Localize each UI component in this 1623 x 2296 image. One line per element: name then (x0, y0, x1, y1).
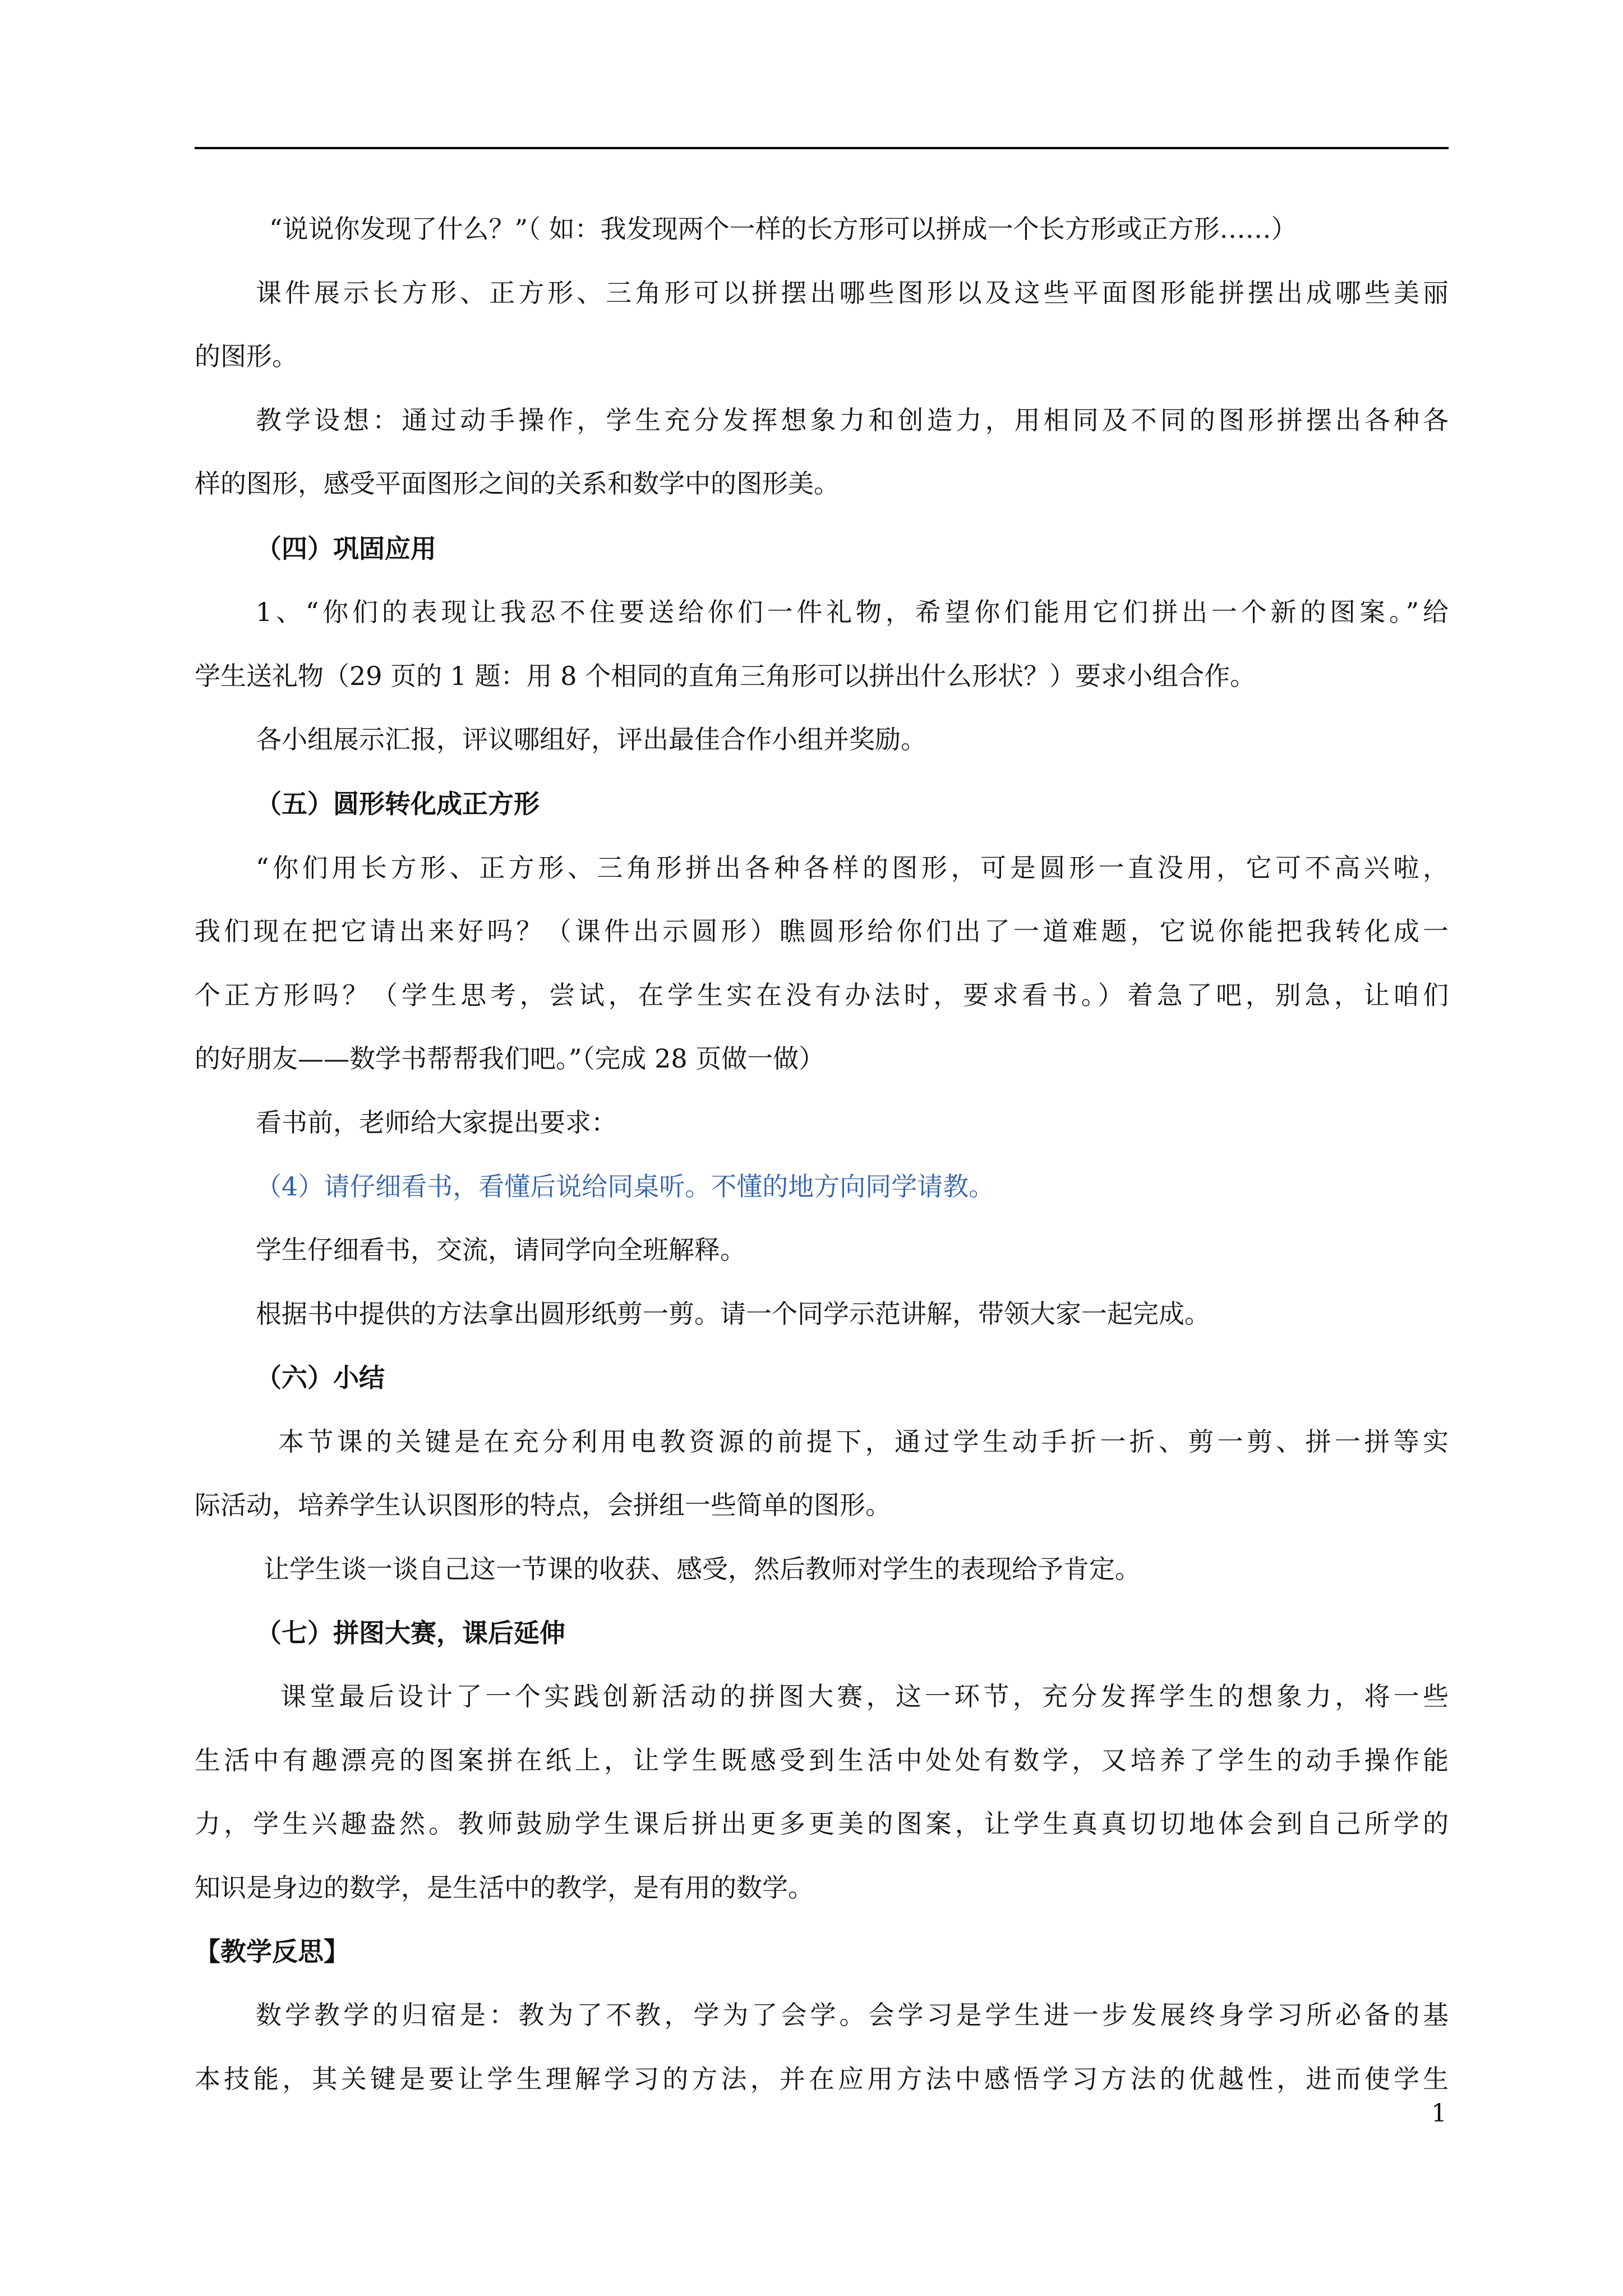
paragraph-line: 个正方形吗？（学生思考，尝试，在学生实在没有办法时，要求看书。）着急了吧，别急，让咱们 (195, 980, 1449, 1010)
paragraph-line: “说说你发现了什么？”（ 如：我发现两个一样的长方形可以拼成一个长方形或正方形……） (269, 214, 1297, 244)
page-number: 1 (1431, 2099, 1447, 2128)
paragraph-line: 学生送礼物（29 页的 1 题：用 8 个相同的直角三角形可以拼出什么形状？）要求小组合作。 (195, 661, 1256, 691)
section-heading: （五）圆形转化成正方形 (256, 789, 540, 819)
paragraph-line: 数学教学的归宿是：教为了不教，学为了会学。会学习是学生进一步发展终身学习所必备的基 (256, 2000, 1449, 2030)
paragraph-line: “你们用长方形、正方形、三角形拼出各种各样的图形，可是圆形一直没用，它可不高兴啦， (256, 853, 1449, 883)
section-heading: 【教学反思】 (195, 1936, 349, 1967)
paragraph-line: 看书前，老师给大家提出要求： (256, 1107, 617, 1138)
paragraph-line: 学生仔细看书，交流，请同学向全班解释。 (256, 1235, 746, 1265)
paragraph-line: 我们现在把它请出来好吗？（课件出示圆形）瞧圆形给你们出了一道难题，它说你能把我转化成一 (195, 916, 1449, 946)
paragraph-line: 际活动，培养学生认识图形的特点，会拼组一些简单的图形。 (195, 1490, 891, 1520)
paragraph-line: 的图形。 (195, 341, 298, 371)
paragraph-line: 生活中有趣漂亮的图案拼在纸上，让学生既感受到生活中处处有数学，又培养了学生的动手操作能 (195, 1745, 1449, 1775)
paragraph-line: 1、“你们的表现让我忍不住要送给你们一件礼物，希望你们能用它们拼出一个新的图案。”给 (256, 597, 1449, 627)
paragraph-line: 根据书中提供的方法拿出圆形纸剪一剪。请一个同学示范讲解，带领大家一起完成。 (256, 1299, 1210, 1329)
paragraph-line: 各小组展示汇报，评议哪组好，评出最佳合作小组并奖励。 (256, 724, 926, 754)
section-heading: （七）拼图大赛，课后延伸 (256, 1618, 565, 1648)
section-heading: （六）小结 (256, 1363, 385, 1393)
paragraph-line: 教学设想：通过动手操作，学生充分发挥想象力和创造力，用相同及不同的图形拼摆出各种各 (256, 405, 1449, 435)
highlighted-requirement: （4）请仔细看书，看懂后说给同桌听。不懂的地方向同学请教。 (256, 1171, 995, 1202)
paragraph-line: 本节课的关键是在充分利用电教资源的前提下，通过学生动手折一折、剪一剪、拼一拼等实 (278, 1427, 1449, 1457)
section-heading: （四）巩固应用 (256, 533, 436, 564)
paragraph-line: 课件展示长方形、正方形、三角形可以拼摆出哪些图形以及这些平面图形能拼摆出成哪些美丽 (256, 278, 1449, 308)
paragraph-line: 知识是身边的数学，是生活中的教学，是有用的数学。 (195, 1872, 814, 1903)
paragraph-line: 课堂最后设计了一个实践创新活动的拼图大赛，这一环节，充分发挥学生的想象力，将一些 (280, 1681, 1449, 1711)
paragraph-line: 本技能，其关键是要让学生理解学习的方法，并在应用方法中感悟学习方法的优越性，进而使学生 (195, 2064, 1449, 2094)
paragraph-line: 样的图形，感受平面图形之间的关系和数学中的图形美。 (195, 468, 840, 499)
paragraph-line: 力，学生兴趣盎然。教师鼓励学生课后拼出更多更美的图案，让学生真真切切地体会到自己所学的 (195, 1809, 1449, 1839)
paragraph-line: 让学生谈一谈自己这一节课的收获、感受，然后教师对学生的表现给予肯定。 (264, 1554, 1141, 1584)
paragraph-line: 的好朋友——数学书帮帮我们吧。”（完成 28 页做一做） (195, 1043, 825, 1074)
